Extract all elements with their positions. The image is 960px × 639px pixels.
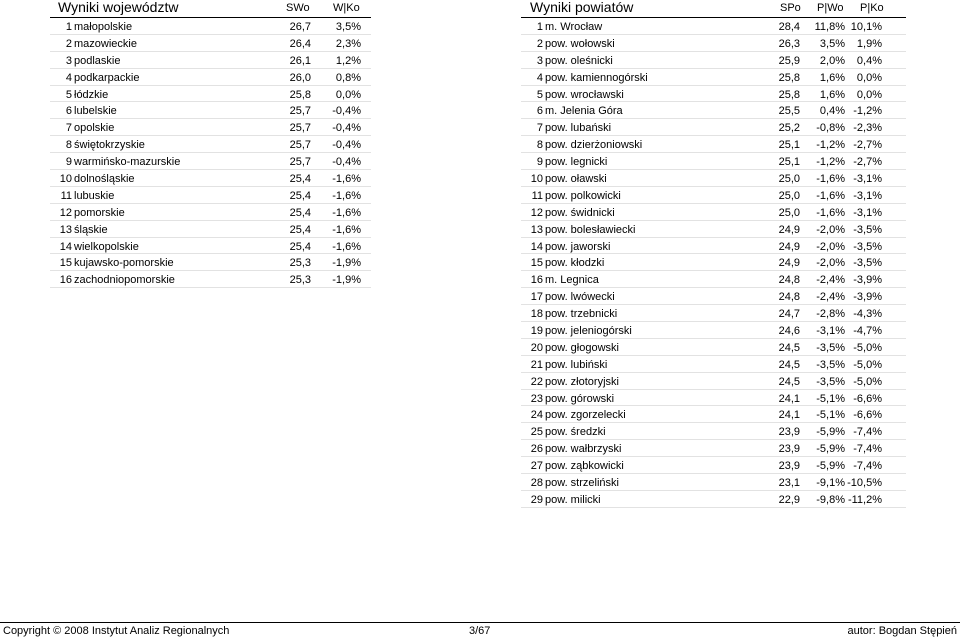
row-value-v2: -1,6% — [332, 173, 361, 186]
row-value-v1: 24,8 — [778, 291, 800, 304]
row-value-v3: -10,5% — [847, 477, 882, 490]
row-value-v2: -1,9% — [332, 274, 361, 287]
row-value-v3: -7,4% — [853, 460, 882, 473]
row-name: pow. wrocławski — [545, 88, 624, 101]
row-value-v1: 25,3 — [289, 274, 311, 287]
table-row — [521, 356, 906, 373]
row-value-v2: 2,0% — [819, 54, 845, 67]
row-value-v1: 25,4 — [289, 206, 311, 219]
row-value-v2: -3,5% — [816, 341, 845, 354]
row-rank: 13 — [530, 223, 543, 236]
table-row — [50, 238, 371, 255]
row-rank: 7 — [65, 122, 72, 135]
table-row — [50, 102, 371, 119]
row-value-v3: -5,0% — [853, 341, 882, 354]
row-value-v1: 25,8 — [778, 71, 800, 84]
row-rank: 10 — [530, 173, 543, 186]
row-rank: 26 — [530, 443, 543, 456]
table-row — [521, 406, 906, 423]
table-row — [521, 238, 906, 255]
row-rank: 11 — [60, 189, 72, 202]
row-value-v2: -1,6% — [332, 189, 361, 202]
row-value-v2: -1,2% — [816, 156, 845, 169]
row-rank: 27 — [530, 460, 543, 473]
table-row — [50, 254, 371, 271]
row-value-v3: -3,1% — [853, 189, 882, 202]
row-name: pomorskie — [74, 206, 125, 219]
row-rank: 7 — [536, 122, 543, 135]
row-value-v2: -1,6% — [332, 240, 361, 253]
row-value-v1: 23,9 — [778, 426, 800, 439]
row-value-v1: 25,4 — [289, 189, 311, 202]
row-name: świętokrzyskie — [74, 139, 145, 152]
row-name: pow. głogowski — [545, 341, 619, 354]
row-name: podlaskie — [74, 54, 121, 67]
row-value-v2: -2,4% — [816, 291, 845, 304]
row-value-v1: 25,8 — [289, 88, 311, 101]
row-value-v3: -3,1% — [853, 206, 882, 219]
row-rank: 12 — [59, 206, 72, 219]
row-value-v2: 1,6% — [819, 88, 845, 101]
table-row — [521, 322, 906, 339]
table-row — [521, 254, 906, 271]
row-rank: 25 — [530, 426, 543, 439]
table-row — [521, 18, 906, 35]
row-name: warmińsko-mazurskie — [74, 156, 181, 169]
row-value-v1: 24,1 — [778, 409, 800, 422]
row-value-v3: -3,1% — [853, 173, 882, 186]
table-row — [50, 170, 371, 187]
row-name: podkarpackie — [74, 71, 140, 84]
table-row — [521, 86, 906, 103]
row-value-v1: 25,9 — [778, 54, 800, 67]
row-rank: 20 — [530, 341, 543, 354]
row-name: łódzkie — [74, 88, 109, 101]
row-name: pow. trzebnicki — [545, 308, 618, 321]
row-value-v3: -3,9% — [853, 274, 882, 287]
row-rank: 22 — [530, 375, 543, 388]
row-value-v1: 25,4 — [289, 173, 311, 186]
row-name: pow. jeleniogórski — [545, 325, 632, 338]
row-value-v2: -2,0% — [816, 240, 845, 253]
row-value-v2: -1,6% — [816, 206, 845, 219]
row-rank: 14 — [530, 240, 543, 253]
table-title: Wyniki województw — [58, 0, 179, 15]
row-value-v2: -0,4% — [332, 122, 361, 135]
row-value-v3: -11,2% — [847, 493, 882, 506]
table-header — [50, 0, 371, 18]
row-value-v1: 28,4 — [778, 21, 800, 33]
row-value-v2: -5,1% — [816, 409, 845, 422]
row-value-v2: -2,4% — [816, 274, 845, 287]
row-value-v3: -4,7% — [853, 325, 882, 338]
row-value-v1: 25,4 — [289, 240, 311, 253]
row-value-v1: 25,7 — [289, 105, 311, 118]
table-row — [521, 187, 906, 204]
row-name: m. Jelenia Góra — [545, 105, 623, 118]
table-row — [521, 271, 906, 288]
table-row — [521, 52, 906, 69]
row-value-v2: 0,8% — [335, 71, 361, 84]
copyright-text: Copyright © 2008 Instytut Analiz Regionalnych — [3, 625, 230, 637]
row-value-v1: 26,7 — [289, 21, 311, 33]
row-name: opolskie — [74, 122, 115, 135]
row-name: pow. polkowicki — [545, 189, 621, 202]
table-row — [50, 204, 371, 221]
table-row — [521, 423, 906, 440]
row-value-v3: 1,9% — [856, 37, 882, 50]
row-value-v2: -5,9% — [816, 460, 845, 473]
row-rank: 3 — [65, 54, 72, 67]
table-row — [521, 390, 906, 407]
row-value-v2: -1,6% — [816, 173, 845, 186]
row-rank: 9 — [536, 156, 543, 169]
page-footer — [0, 622, 960, 638]
row-value-v3: -3,5% — [853, 257, 882, 270]
row-value-v2: -0,4% — [332, 156, 361, 169]
row-rank: 8 — [65, 139, 72, 152]
table-row — [521, 153, 906, 170]
row-rank: 21 — [530, 358, 543, 371]
row-name: dolnośląskie — [74, 173, 135, 186]
row-rank: 29 — [530, 493, 543, 506]
table-row — [521, 491, 906, 508]
table-row — [50, 271, 371, 288]
row-value-v1: 25,7 — [289, 156, 311, 169]
row-value-v1: 25,4 — [289, 223, 311, 236]
table-row — [521, 339, 906, 356]
row-value-v2: 0,0% — [335, 88, 361, 101]
row-value-v3: 10,1% — [850, 21, 882, 33]
row-value-v2: -1,2% — [816, 139, 845, 152]
row-name: lubelskie — [74, 105, 117, 118]
row-rank: 4 — [536, 71, 543, 84]
row-rank: 9 — [65, 156, 72, 169]
row-value-v1: 24,5 — [778, 358, 800, 371]
row-value-v1: 24,6 — [778, 325, 800, 338]
table-row — [521, 204, 906, 221]
table-row — [521, 170, 906, 187]
column-header-pwo: P|Wo — [817, 2, 844, 14]
row-value-v2: -0,8% — [816, 122, 845, 135]
table-row — [521, 305, 906, 322]
row-value-v2: -5,9% — [816, 443, 845, 456]
row-value-v1: 24,9 — [778, 257, 800, 270]
row-rank: 17 — [530, 291, 543, 304]
county-results-table — [521, 0, 906, 508]
table-row — [50, 18, 371, 35]
row-value-v1: 25,1 — [778, 156, 800, 169]
row-name: pow. wołowski — [545, 37, 615, 50]
row-value-v3: -1,2% — [853, 105, 882, 118]
table-row — [50, 52, 371, 69]
author-text: autor: Bogdan Stępień — [847, 625, 957, 637]
row-name: mazowieckie — [74, 37, 137, 50]
voivodeship-results-table — [50, 0, 371, 288]
row-value-v3: -5,0% — [853, 375, 882, 388]
row-rank: 15 — [59, 257, 72, 270]
table-row — [521, 69, 906, 86]
row-name: wielkopolskie — [74, 240, 139, 253]
row-rank: 16 — [530, 274, 543, 287]
row-rank: 1 — [65, 21, 72, 33]
row-value-v2: -5,1% — [816, 392, 845, 405]
table-row — [521, 102, 906, 119]
row-value-v3: 0,0% — [856, 88, 882, 101]
row-rank: 5 — [65, 88, 72, 101]
row-name: pow. złotoryjski — [545, 375, 619, 388]
row-value-v1: 26,0 — [289, 71, 311, 84]
row-rank: 10 — [59, 173, 72, 186]
table-row — [50, 136, 371, 153]
row-value-v2: 11,8% — [814, 21, 845, 33]
row-value-v1: 26,3 — [778, 37, 800, 50]
row-value-v3: -3,5% — [853, 223, 882, 236]
row-rank: 6 — [536, 105, 543, 118]
row-value-v1: 25,8 — [778, 88, 800, 101]
row-value-v2: -5,9% — [816, 426, 845, 439]
row-value-v1: 23,9 — [778, 460, 800, 473]
row-name: śląskie — [74, 223, 108, 236]
row-name: pow. strzeliński — [545, 477, 619, 490]
row-value-v1: 25,0 — [778, 189, 800, 202]
table-header — [521, 0, 906, 18]
row-name: pow. bolesławiecki — [545, 223, 636, 236]
table-body — [50, 18, 371, 288]
row-rank: 28 — [530, 477, 543, 490]
table-row — [521, 373, 906, 390]
row-value-v3: -2,7% — [853, 139, 882, 152]
page-number: 3/67 — [469, 625, 491, 637]
row-value-v1: 25,7 — [289, 122, 311, 135]
table-row — [521, 221, 906, 238]
row-value-v1: 25,3 — [289, 257, 311, 270]
table-row — [50, 35, 371, 52]
row-name: pow. górowski — [545, 392, 615, 405]
row-value-v3: -4,3% — [853, 308, 882, 321]
row-value-v1: 23,1 — [778, 477, 800, 490]
row-value-v2: -1,6% — [332, 206, 361, 219]
row-name: pow. oławski — [545, 173, 607, 186]
row-rank: 4 — [65, 71, 72, 84]
column-header-wko: W|Ko — [333, 2, 360, 14]
row-value-v1: 25,7 — [289, 139, 311, 152]
row-value-v2: -0,4% — [332, 139, 361, 152]
row-value-v1: 24,7 — [778, 308, 800, 321]
row-value-v1: 24,1 — [778, 392, 800, 405]
row-value-v3: -2,3% — [853, 122, 882, 135]
row-name: m. Legnica — [545, 274, 599, 287]
row-value-v1: 25,0 — [778, 206, 800, 219]
row-name: pow. świdnicki — [545, 206, 615, 219]
row-name: pow. lubiński — [545, 358, 608, 371]
row-value-v1: 25,5 — [778, 105, 800, 118]
row-rank: 1 — [536, 21, 543, 33]
row-value-v1: 23,9 — [778, 443, 800, 456]
row-value-v2: 3,5% — [335, 21, 361, 33]
row-value-v3: -3,5% — [853, 240, 882, 253]
row-value-v1: 22,9 — [778, 493, 800, 506]
row-value-v3: 0,0% — [856, 71, 882, 84]
table-row — [521, 288, 906, 305]
row-name: pow. oleśnicki — [545, 54, 613, 67]
row-rank: 2 — [65, 37, 72, 50]
table-row — [521, 136, 906, 153]
row-rank: 2 — [536, 37, 543, 50]
row-name: pow. legnicki — [545, 156, 608, 169]
row-name: pow. lubański — [545, 122, 612, 135]
row-name: pow. kamiennogórski — [545, 71, 648, 84]
row-rank: 13 — [59, 223, 72, 236]
row-rank: 12 — [530, 206, 543, 219]
row-name: kujawsko-pomorskie — [74, 257, 174, 270]
table-row — [50, 69, 371, 86]
row-name: pow. lwówecki — [545, 291, 615, 304]
table-row — [50, 86, 371, 103]
row-rank: 19 — [530, 325, 543, 338]
row-value-v1: 24,5 — [778, 341, 800, 354]
row-value-v2: 3,5% — [819, 37, 845, 50]
table-row — [521, 474, 906, 491]
row-value-v1: 25,1 — [778, 139, 800, 152]
table-row — [521, 457, 906, 474]
row-name: m. Wrocław — [545, 21, 603, 33]
row-value-v3: -3,9% — [853, 291, 882, 304]
row-value-v2: -1,9% — [332, 257, 361, 270]
column-header-spo: SPo — [780, 2, 801, 14]
table-body — [521, 18, 906, 508]
row-name: pow. ząbkowicki — [545, 460, 624, 473]
row-value-v2: -0,4% — [332, 105, 361, 118]
row-value-v2: -2,0% — [816, 257, 845, 270]
row-name: pow. kłodzki — [545, 257, 605, 270]
table-title: Wyniki powiatów — [530, 0, 634, 15]
row-value-v2: 1,2% — [335, 54, 361, 67]
row-rank: 15 — [530, 257, 543, 270]
row-name: małopolskie — [74, 21, 133, 33]
row-value-v2: -1,6% — [816, 189, 845, 202]
row-value-v2: 1,6% — [819, 71, 845, 84]
row-value-v2: -2,8% — [816, 308, 845, 321]
row-name: pow. jaworski — [545, 240, 611, 253]
row-value-v2: -9,1% — [816, 477, 845, 490]
row-value-v1: 24,8 — [778, 274, 800, 287]
row-value-v2: -3,1% — [816, 325, 845, 338]
row-name: pow. zgorzelecki — [545, 409, 626, 422]
row-value-v1: 25,0 — [778, 173, 800, 186]
row-rank: 8 — [536, 139, 543, 152]
column-header-pko: P|Ko — [860, 2, 884, 14]
column-header-swo: SWo — [286, 2, 310, 14]
row-value-v1: 26,1 — [289, 54, 311, 67]
row-name: pow. dzierżoniowski — [545, 139, 643, 152]
table-row — [50, 221, 371, 238]
table-row — [50, 119, 371, 136]
row-rank: 18 — [530, 308, 543, 321]
row-rank: 3 — [536, 54, 543, 67]
row-name: pow. wałbrzyski — [545, 443, 622, 456]
row-rank: 11 — [531, 189, 543, 202]
row-value-v3: -7,4% — [853, 426, 882, 439]
row-value-v1: 26,4 — [289, 37, 311, 50]
row-value-v3: -6,6% — [853, 409, 882, 422]
row-name: lubuskie — [74, 189, 115, 202]
table-row — [50, 153, 371, 170]
table-row — [521, 440, 906, 457]
row-name: pow. średzki — [545, 426, 606, 439]
row-rank: 23 — [530, 392, 543, 405]
row-rank: 5 — [536, 88, 543, 101]
row-value-v2: 0,4% — [819, 105, 845, 118]
row-value-v2: -3,5% — [816, 358, 845, 371]
row-value-v1: 25,2 — [778, 122, 800, 135]
row-value-v3: -7,4% — [853, 443, 882, 456]
row-value-v2: -2,0% — [816, 223, 845, 236]
row-name: pow. milicki — [545, 493, 601, 506]
row-value-v1: 24,9 — [778, 223, 800, 236]
table-row — [50, 187, 371, 204]
table-row — [521, 119, 906, 136]
table-row — [521, 35, 906, 52]
row-value-v2: 2,3% — [335, 37, 361, 50]
row-rank: 24 — [530, 409, 543, 422]
row-rank: 14 — [59, 240, 72, 253]
row-value-v2: -9,8% — [816, 493, 845, 506]
row-value-v1: 24,5 — [778, 375, 800, 388]
row-name: zachodniopomorskie — [74, 274, 175, 287]
row-value-v2: -3,5% — [816, 375, 845, 388]
row-value-v1: 24,9 — [778, 240, 800, 253]
row-rank: 6 — [65, 105, 72, 118]
row-rank: 16 — [59, 274, 72, 287]
row-value-v2: -1,6% — [332, 223, 361, 236]
row-value-v3: 0,4% — [856, 54, 882, 67]
row-value-v3: -5,0% — [853, 358, 882, 371]
row-value-v3: -2,7% — [853, 156, 882, 169]
row-value-v3: -6,6% — [853, 392, 882, 405]
